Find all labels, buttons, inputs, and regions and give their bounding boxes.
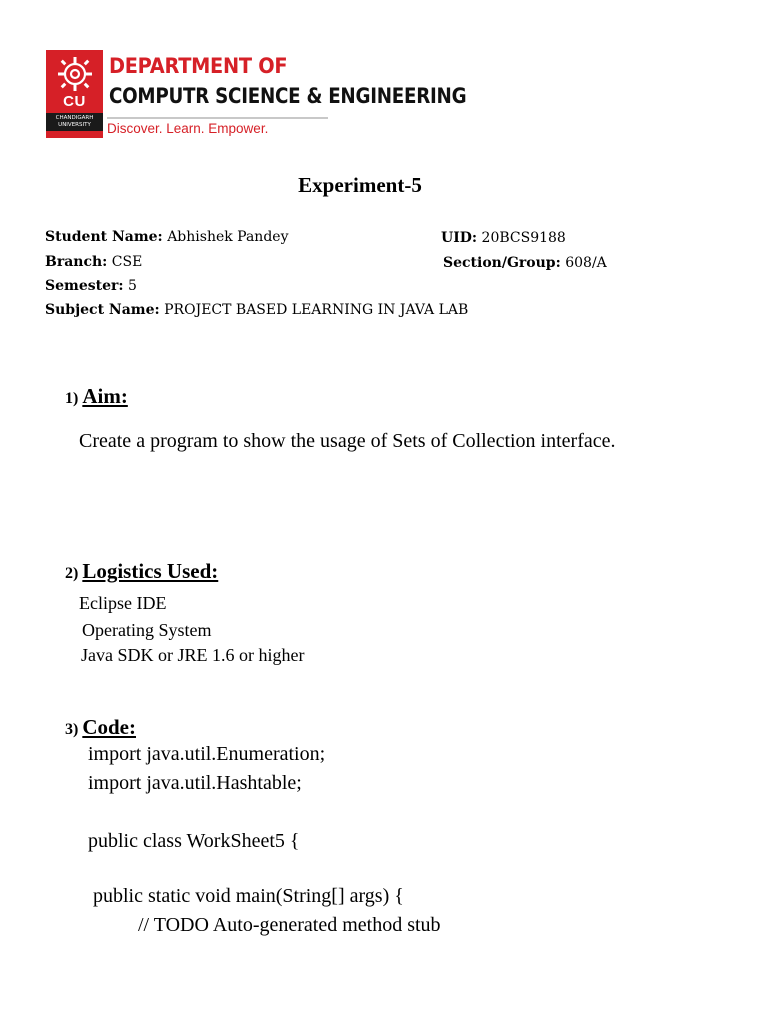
aim-title: Aim: bbox=[82, 384, 128, 408]
subject-value: PROJECT BASED LEARNING IN JAVA LAB bbox=[164, 302, 469, 318]
aim-text: Create a program to show the usage of Sets of Collection interface. bbox=[79, 430, 616, 452]
logistics-number: 2) bbox=[65, 565, 79, 582]
logo-university-line2: UNIVERSITY bbox=[58, 122, 91, 128]
code-heading bbox=[65, 715, 136, 740]
student-name-value: Abhishek Pandey bbox=[167, 229, 289, 245]
logistics-item: Java SDK or JRE 1.6 or higher bbox=[81, 645, 305, 665]
section-label: Section/Group: bbox=[443, 255, 561, 271]
semester-label: Semester: bbox=[45, 278, 124, 294]
logistics-item: Eclipse IDE bbox=[79, 593, 167, 613]
department-heading-line2: COMPUTR SCIENCE & ENGINEERING bbox=[109, 84, 467, 108]
code-line: // TODO Auto-generated method stub bbox=[138, 914, 441, 936]
uid-value: 20BCS9188 bbox=[481, 230, 566, 246]
subject-label: Subject Name: bbox=[45, 302, 160, 318]
uid-row bbox=[441, 230, 566, 246]
department-heading-line1: DEPARTMENT OF bbox=[109, 54, 288, 78]
code-line: import java.util.Enumeration; bbox=[88, 743, 326, 765]
code-title: Code: bbox=[82, 715, 136, 739]
section-value: 608/A bbox=[565, 255, 607, 271]
code-line: import java.util.Hashtable; bbox=[88, 772, 302, 794]
subject-row bbox=[45, 302, 468, 318]
logistics-title: Logistics Used: bbox=[82, 559, 219, 583]
page-title: Experiment-5 bbox=[298, 173, 422, 197]
aim-heading bbox=[65, 384, 128, 409]
logo-university-line1: CHANDIGARH bbox=[55, 115, 94, 121]
code-number: 3) bbox=[65, 721, 79, 738]
branch-label: Branch: bbox=[45, 254, 108, 270]
aim-number: 1) bbox=[65, 390, 79, 407]
logo-initials: CU bbox=[63, 93, 86, 110]
uid-label: UID: bbox=[441, 230, 478, 246]
logo-university-name bbox=[46, 113, 103, 131]
semester-value: 5 bbox=[128, 278, 137, 294]
branch-row bbox=[45, 254, 142, 270]
section-row bbox=[443, 255, 607, 271]
branch-value: CSE bbox=[111, 254, 143, 270]
tagline: Discover. Learn. Empower. bbox=[107, 121, 269, 136]
code-line: public static void main(String[] args) { bbox=[93, 885, 404, 907]
student-name-row bbox=[45, 229, 288, 245]
student-name-label: Student Name: bbox=[45, 229, 163, 245]
code-line: public class WorkSheet5 { bbox=[88, 830, 300, 852]
logistics-item: Operating System bbox=[82, 620, 212, 640]
semester-row bbox=[45, 278, 137, 294]
logistics-heading bbox=[65, 559, 218, 584]
tagline-divider bbox=[107, 117, 328, 119]
